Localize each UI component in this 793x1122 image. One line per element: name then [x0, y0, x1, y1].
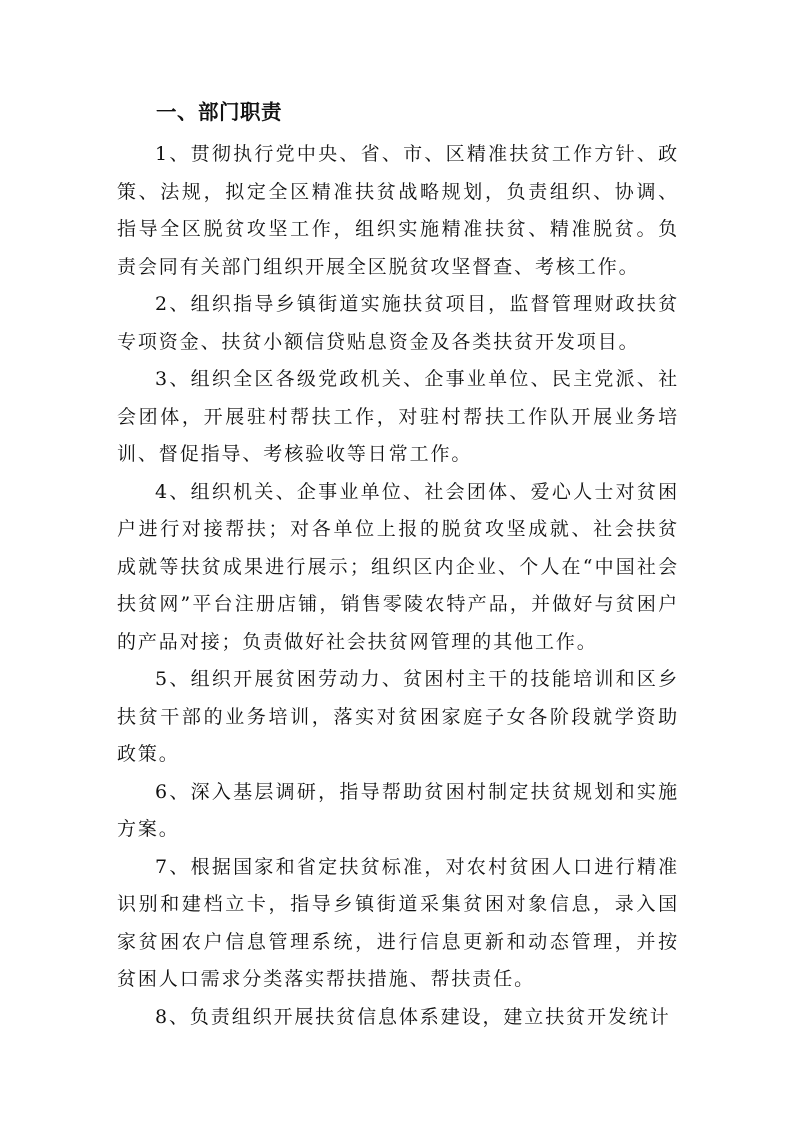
duty-paragraph-6: 6、深入基层调研，指导帮助贫困村制定扶贫规划和实施方案。: [117, 780, 679, 840]
duty-paragraph-1: 1、贯彻执行党中央、省、市、区精准扶贫工作方针、政策、法规，拟定全区精准扶贫战略规划，负责组织、协调、指导全区脱贫攻坚工作，组织实施精准扶贫、精准脱贫。负责会同有关部门组织开展全区脱贫攻坚督查、考核工作。: [117, 143, 679, 278]
duty-paragraph-7: 7、根据国家和省定扶贫标准，对农村贫困人口进行精准识别和建档立卡，指导乡镇街道采集贫困对象信息，录入国家贫困农户信息管理系统，进行信息更新和动态管理，并按贫困人口需求分类落实帮扶措施、帮扶责任。: [117, 855, 679, 990]
document-body: [117, 93, 679, 1036]
duties-list: [117, 136, 679, 1036]
duty-paragraph-5: 5、组织开展贫困劳动力、贫困村主干的技能培训和区乡扶贫干部的业务培训，落实对贫困家庭子女各阶段就学资助政策。: [117, 668, 679, 765]
duty-paragraph-3: 3、组织全区各级党政机关、企事业单位、民主党派、社会团体，开展驻村帮扶工作，对驻村帮扶工作队开展业务培训、督促指导、考核验收等日常工作。: [117, 368, 679, 465]
section-heading: 一、部门职责: [156, 100, 282, 124]
duty-paragraph-8: 8、负责组织开展扶贫信息体系建设，建立扶贫开发统计: [155, 1005, 671, 1028]
duty-paragraph-2: 2、组织指导乡镇街道实施扶贫项目，监督管理财政扶贫专项资金、扶贫小额信贷贴息资金及各类扶贫开发项目。: [117, 293, 679, 353]
duty-paragraph-4: 4、组织机关、企事业单位、社会团体、爱心人士对贫困户进行对接帮扶；对各单位上报的脱贫攻坚成就、社会扶贫成就等扶贫成果进行展示；组织区内企业、个人在“中国社会扶贫网”平台注册店铺，销售零陵农特产品，并做好与贫困户的产品对接；负责做好社会扶贫网管理的其他工作。: [117, 480, 679, 653]
